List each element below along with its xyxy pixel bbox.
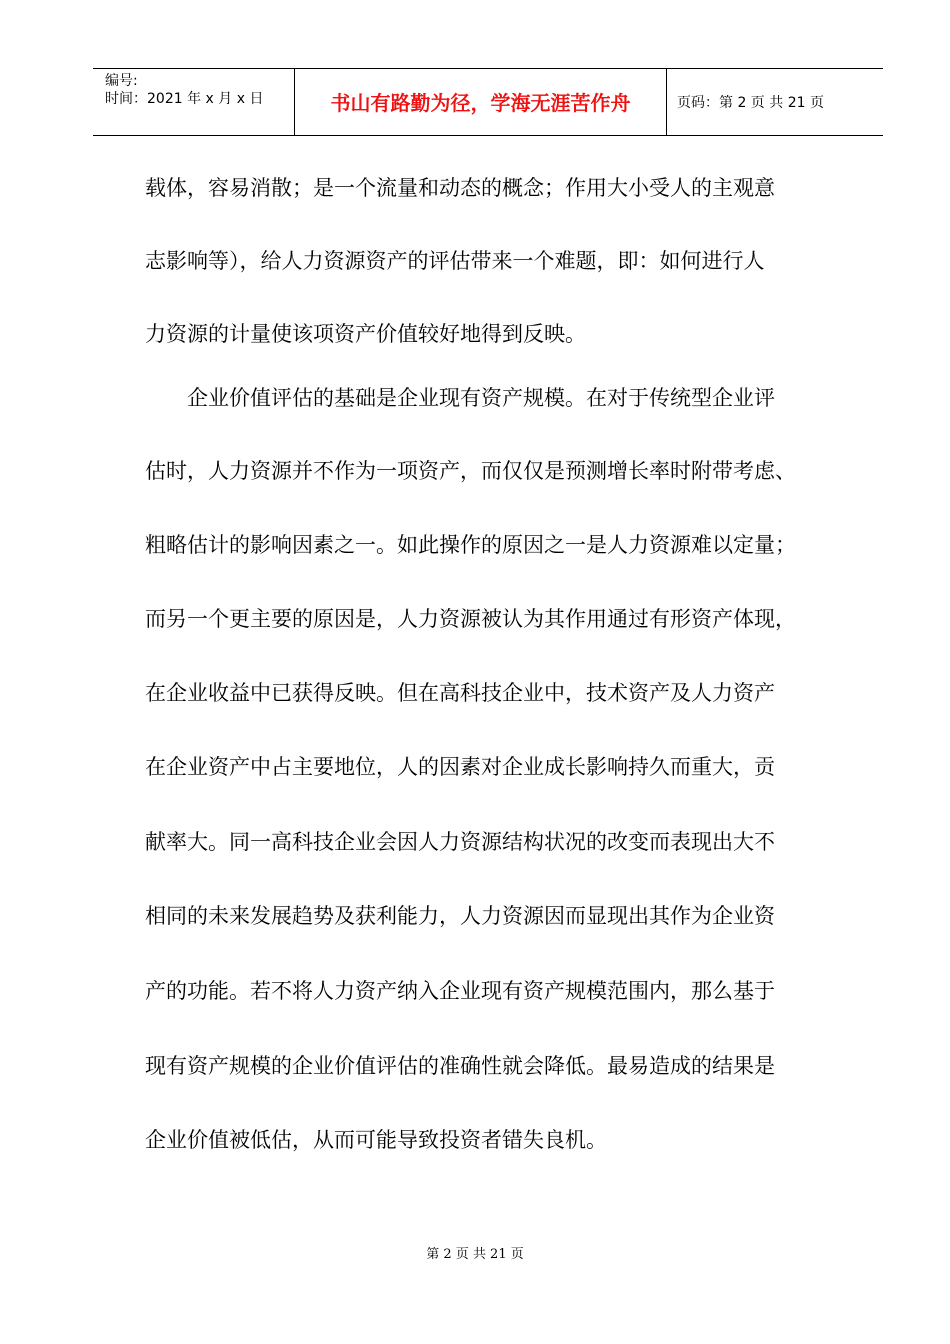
body-line: 献率大。同一高科技企业会因人力资源结构状况的改变而表现出大不 bbox=[145, 830, 775, 854]
body-line: 志影响等），给人力资源资产的评估带来一个难题，即：如何进行人 bbox=[145, 249, 765, 273]
serial-number-label: 编号: bbox=[105, 73, 138, 89]
time-label: 时间：2021 年 x 月 x 日 bbox=[105, 91, 264, 107]
body-line: 现有资产规模的企业价值评估的准确性就会降低。最易造成的结果是 bbox=[145, 1054, 775, 1078]
body-line: 企业价值评估的基础是企业现有资产规模。在对于传统型企业评 bbox=[145, 386, 775, 410]
header-page-cell bbox=[667, 69, 883, 135]
body-line: 企业价值被低估，从而可能导致投资者错失良机。 bbox=[145, 1128, 607, 1152]
body-line: 产的功能。若不将人力资产纳入企业现有资产规模范围内，那么基于 bbox=[145, 979, 775, 1003]
body-line: 在企业收益中已获得反映。但在高科技企业中，技术资产及人力资产 bbox=[145, 681, 775, 705]
header-motto-cell bbox=[295, 69, 667, 135]
body-line: 在企业资产中占主要地位，人的因素对企业成长影响持久而重大，贡 bbox=[145, 755, 775, 779]
body-line: 力资源的计量使该项资产价值较好地得到反映。 bbox=[145, 322, 586, 346]
page-footer: 第 2 页 共 21 页 bbox=[426, 1247, 524, 1262]
body-line: 载体，容易消散；是一个流量和动态的概念；作用大小受人的主观意 bbox=[145, 176, 775, 200]
motto-text: 书山有路勤为径，学海无涯苦作舟 bbox=[330, 91, 631, 115]
body-line: 估时，人力资源并不作为一项资产，而仅仅是预测增长率时附带考虑、 bbox=[145, 459, 796, 483]
page-number-label: 页码：第 2 页 共 21 页 bbox=[677, 95, 824, 111]
body-line: 粗略估计的影响因素之一。如此操作的原因之一是人力资源难以定量； bbox=[145, 533, 796, 557]
body-line: 而另一个更主要的原因是，人力资源被认为其作用通过有形资产体现， bbox=[145, 607, 796, 631]
header-info-cell bbox=[93, 69, 295, 135]
body-line: 相同的未来发展趋势及获利能力，人力资源因而显现出其作为企业资 bbox=[145, 904, 775, 928]
document-header bbox=[93, 68, 883, 136]
